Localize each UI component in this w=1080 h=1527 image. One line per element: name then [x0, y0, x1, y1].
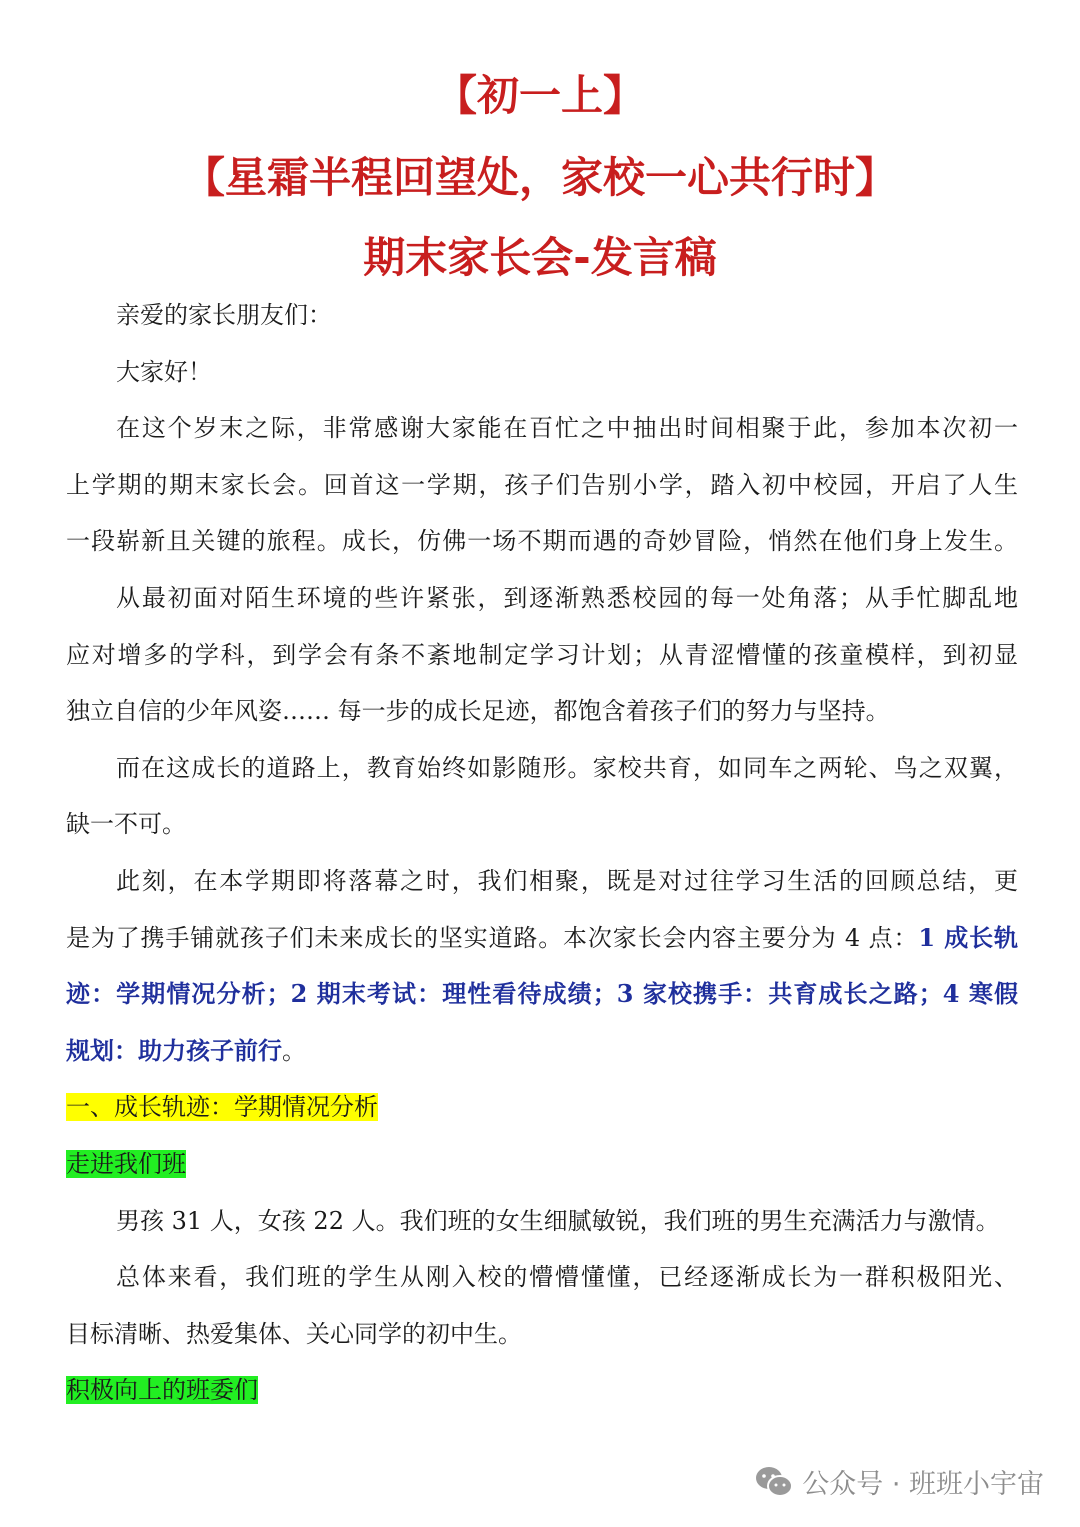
- agenda-text: 规划：助力孩子前行: [66, 1035, 282, 1065]
- subsection-heading-text: 走进我们班: [66, 1149, 186, 1178]
- agenda-line: [66, 1023, 1018, 1080]
- subsection-heading-text: 积极向上的班委们: [66, 1376, 258, 1405]
- subsection-heading: [66, 1362, 1018, 1419]
- paragraph-line: 独立自信的少年风姿…… 每一步的成长足迹，都饱含着孩子们的努力与坚持。: [66, 697, 890, 726]
- hello-line: 大家好！: [116, 357, 212, 386]
- greeting-line: 亲爱的家长朋友们：: [116, 301, 332, 329]
- wechat-icon: [754, 1465, 794, 1499]
- document-body: [66, 287, 1018, 1419]
- agenda-line: 迹：学期情况分析；2 期末考试：理性看待成绩；3 家校携手：共育成长之路；4 寒假: [66, 979, 1018, 1009]
- section-heading: [66, 1079, 1018, 1136]
- doc-title-grade: 【初一上】: [434, 71, 645, 120]
- paragraph-line: 一段崭新且关键的旅程。成长，仿佛一场不期而遇的奇妙冒险，悄然在他们身上发生。: [66, 527, 1018, 556]
- paragraph-line: 此刻，在本学期即将落幕之时，我们相聚，既是对过往学习生活的回顾总结，更: [116, 866, 1018, 895]
- subsection-heading: [66, 1136, 1018, 1193]
- paragraph-line: 目标清晰、热爱集体、关心同学的初中生。: [66, 1319, 522, 1348]
- watermark-text: 公众号 · 班班小宇宙: [802, 1469, 1044, 1500]
- paragraph-line: 男孩 31 人，女孩 22 人。我们班的女生细腻敏锐，我们班的男生充满活力与激情。: [116, 1206, 1000, 1235]
- paragraph-line: [66, 910, 1018, 967]
- paragraph-line: 在这个岁末之际，非常感谢大家能在百忙之中抽出时间相聚于此，参加本次初一: [116, 414, 1018, 443]
- paragraph-text: 是为了携手铺就孩子们未来成长的坚实道路。本次家长会内容主要分为 4 点：: [66, 923, 919, 952]
- paragraph-line: 总体来看，我们班的学生从刚入校的懵懵懂懂，已经逐渐成长为一群积极阳光、: [116, 1263, 1018, 1292]
- section-heading-text: 一、成长轨迹：学期情况分析: [66, 1093, 378, 1122]
- watermark: [754, 1462, 1044, 1501]
- paragraph-line: 应对增多的学科，到学会有条不紊地制定学习计划；从青涩懵懂的孩童模样，到初显: [66, 640, 1018, 669]
- paragraph-line: 上学期的期末家长会。回首这一学期，孩子们告别小学，踏入初中校园，开启了人生: [66, 470, 1018, 499]
- paragraph-text: 。: [282, 1036, 306, 1065]
- doc-title-main: 期末家长会-发言稿: [363, 233, 717, 282]
- doc-title-theme: 【星霜半程回望处，家校一心共行时】: [182, 153, 897, 202]
- paragraph-line: 而在这成长的道路上，教育始终如影随形。家校共育，如同车之两轮、鸟之双翼，: [116, 753, 1018, 782]
- agenda-text: 1 成长轨: [918, 922, 1018, 952]
- paragraph-line: 缺一不可。: [66, 810, 186, 839]
- paragraph-line: 从最初面对陌生环境的些许紧张，到逐渐熟悉校园的每一处角落；从手忙脚乱地: [116, 583, 1018, 612]
